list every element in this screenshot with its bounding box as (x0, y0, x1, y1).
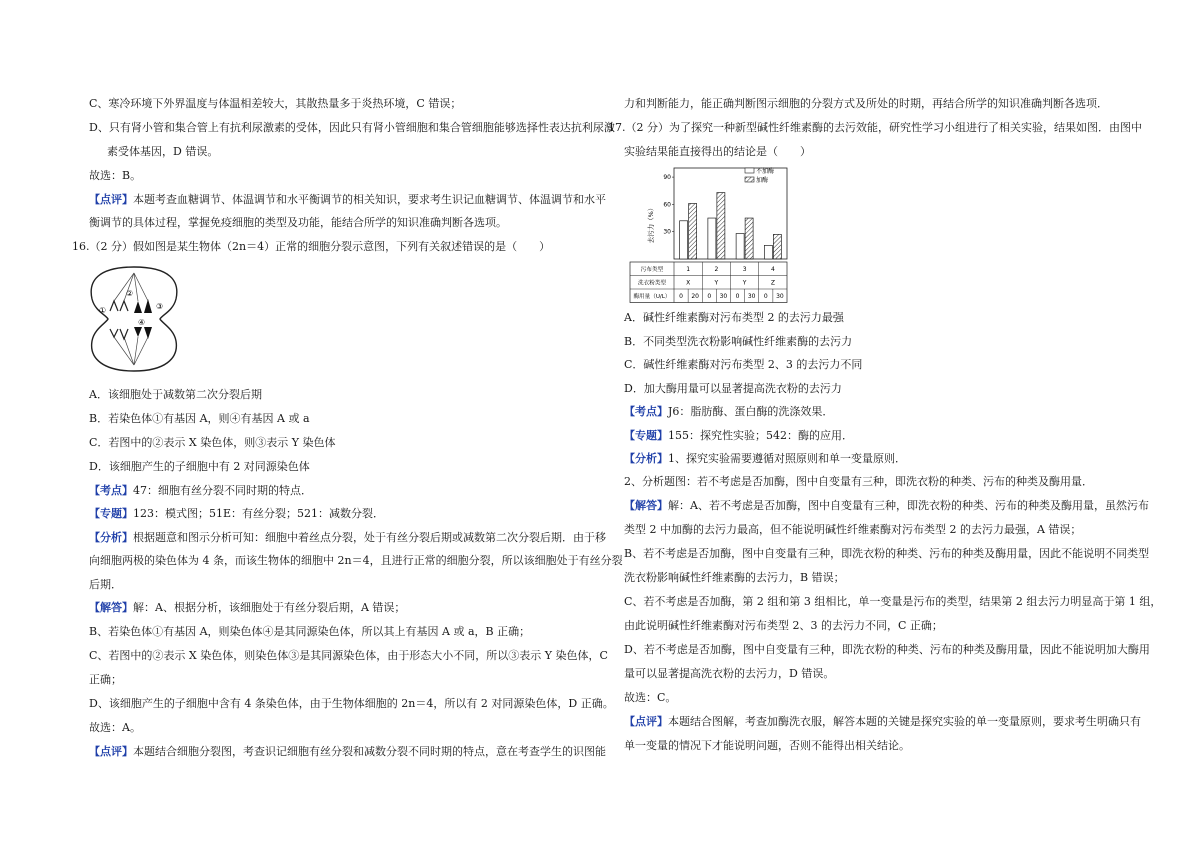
kaodian-text: J6：脂肪酶、蛋白酶的洗涤效果． (668, 405, 834, 418)
review-text: 本题结合图解，考查加酶洗衣服，解答本题的关键是探究实验的单一变量原则，要求考生明确只有 (668, 715, 1141, 728)
q16-option-a: A．该细胞处于减数第二次分裂后期 (89, 388, 262, 401)
table-cell-2-0: 0 (679, 292, 683, 300)
q17-stem-line2: 实验结果能直接得出的结论是（ ） (624, 145, 811, 158)
q17-zhuanti (624, 429, 853, 443)
kaodian-tag: 【考点】 (624, 405, 668, 418)
q17-review-line2: 单一变量的情况下才能说明问题，否则不能得出相关结论。 (624, 739, 910, 752)
q16-stem: 16.（2 分）假如图是某生物体（2n＝4）正常的细胞分裂示意图，下列有关叙述错误的是（ ） (72, 240, 551, 253)
figure-label-1: ① (99, 306, 107, 315)
q17-option-b: B．不同类型洗衣粉影响碱性纤维素酶的去污力 (624, 335, 853, 348)
table-cell-2-3: 30 (719, 292, 728, 300)
y-tick-label-30: 30 (663, 228, 671, 236)
zhuanti-text: 123：模式图；51E：有丝分裂；521：减数分裂． (133, 507, 385, 520)
table-cell-1-0: X (686, 279, 691, 287)
zhuanti-text: 155：探究性实验；542：酶的应用． (668, 429, 853, 442)
q16-jieda-a (89, 601, 405, 615)
chart-legend (745, 167, 774, 184)
figure-label-3: ③ (156, 302, 164, 311)
q16-answer: 故选：A。 (89, 721, 141, 734)
kaodian-text: 47：细胞有丝分裂不同时期的特点． (133, 484, 312, 497)
q17-stem-line1: 17.（2 分）为了探究一种新型碱性纤维素酶的去污效能，研究性学习小组进行了相关实验，结果如图．由图中 (608, 121, 1142, 134)
y-axis-label: 去污力（%） (647, 204, 655, 244)
table-cell-2-7: 30 (776, 292, 784, 300)
q16-fenxi-line3: 后期． (89, 578, 122, 591)
bar-group1-enzyme (689, 203, 697, 259)
fenxi-tag: 【分析】 (624, 452, 668, 465)
q16-fenxi-line2: 向细胞两极的染色体为 4 条，而该生物体的细胞中 2n＝4，且进行正常的细胞分裂，所以该细胞处于有丝分裂 (89, 554, 623, 567)
figure-label-4: ④ (138, 318, 146, 327)
q17-option-d: D．加大酶用量可以显著提高洗衣粉的去污力 (624, 382, 842, 395)
jieda-tag: 【解答】 (89, 601, 133, 614)
q17-kaodian (624, 405, 833, 419)
table-cell-0-2: 3 (742, 265, 747, 273)
bar-group2-no-enzyme (708, 218, 716, 259)
figure-label-2: ② (126, 289, 134, 298)
q16-fenxi-line1 (89, 531, 606, 545)
table-cell-2-2: 0 (707, 292, 712, 300)
table-cell-1-3: Z (770, 279, 775, 287)
fenxi-tag: 【分析】 (89, 531, 133, 544)
q17-jieda-d2: 量可以显著提高洗衣粉的去污力，D 错误。 (624, 667, 835, 680)
q17-jieda-a1 (624, 499, 1149, 513)
y-tick-label-60: 60 (663, 201, 671, 209)
table-row-header-0: 污布类型 (640, 266, 664, 273)
legend-label-0: 不加酶 (756, 168, 775, 175)
legend-swatch-0 (745, 168, 754, 173)
q16-zhuanti (89, 507, 384, 521)
q17-jieda-d1: D、若不考虑是否加酶，图中自变量有三种，即洗衣粉的种类、污布的种类及酶用量，因此不能说明加大酶用 (624, 643, 1150, 656)
jieda-text: 解：A、若不考虑是否加酶，图中自变量有三种，即洗衣粉的种类、污布的种类及酶用量，虽然污布 (668, 499, 1149, 512)
bar-group3-no-enzyme (736, 234, 744, 259)
q16-jieda-b: B、若染色体①有基因 A，则染色体④是其同源染色体，所以其上有基因 A 或 a，B 正确； (89, 625, 531, 638)
q17-answer: 故选：C。 (624, 691, 677, 704)
q16-option-c: C．若图中的②表示 X 染色体，则③表示 Y 染色体 (89, 436, 336, 449)
q17-jieda-b2: 洗衣粉影响碱性纤维素酶的去污力，B 错误； (624, 571, 845, 584)
zhuanti-tag: 【专题】 (624, 429, 668, 442)
legend-swatch-1 (745, 177, 754, 182)
q15-review-line1 (89, 193, 606, 207)
q17-jieda-c1: C、若不考虑是否加酶，第 2 组和第 3 组相比，单一变量是污布的类型，结果第 2 组去污力明显高于第 1 组， (624, 595, 1162, 608)
q17-jieda-b1: B、若不考虑是否加酶，图中自变量有三种，即洗衣粉的种类、污布的种类及酶用量，因此不能说明不同类型 (624, 547, 1150, 560)
table-cell-1-2: Y (742, 279, 747, 287)
table-cell-2-1: 20 (691, 292, 700, 300)
table-row-header-2: 酶用量（U/L） (633, 293, 671, 300)
review-text: 本题考查血糖调节、体温调节和水平衡调节的相关知识，要求考生识记血糖调节、体温调节和水平 (133, 193, 606, 206)
fenxi-text: 1、探究实验需要遵循对照原则和单一变量原则． (668, 452, 906, 465)
table-cell-0-0: 1 (686, 265, 691, 273)
bar-group4-enzyme (773, 234, 781, 259)
q16-option-d: D．该细胞产生的子细胞中有 2 对同源染色体 (89, 460, 310, 473)
chart-bars (680, 193, 782, 259)
cell-division-figure (86, 263, 182, 375)
q15-option-d-line2: 素受体基因，D 错误。 (107, 145, 219, 158)
q17-fenxi-line2: 2、分析题图：若不考虑是否加酶，图中自变量有三种，即洗衣粉的种类、污布的种类及酶用量． (624, 475, 1093, 488)
table-cell-2-6: 0 (763, 292, 768, 300)
q17-option-a: A．碱性纤维素酶对污布类型 2 的去污力最强 (624, 311, 844, 324)
table-row-header-1: 洗衣粉类型 (638, 280, 666, 287)
review-tag: 【点评】 (624, 715, 668, 728)
bar-group1-no-enzyme (680, 221, 688, 259)
table-cell-0-1: 2 (714, 265, 719, 273)
chart-data-table (630, 262, 787, 303)
detergent-bar-chart (624, 164, 794, 304)
q16-review-line1 (89, 745, 606, 759)
q17-option-c: C．碱性纤维素酶对污布类型 2、3 的去污力不同 (624, 358, 863, 371)
jieda-text: 解：A、根据分析，该细胞处于有丝分裂后期，A 错误； (133, 601, 406, 614)
q16-jieda-d: D、该细胞产生的子细胞中含有 4 条染色体，由于生物体细胞的 2n＝4，所以有 2 对同源染色体，D 正确。 (89, 697, 614, 710)
q15-answer: 故选：B。 (89, 169, 142, 182)
q16-review-line2: 力和判断能力，能正确判断图示细胞的分裂方式及所处的时期，再结合所学的知识准确判断各选项． (624, 97, 1108, 110)
q16-option-b: B．若染色体①有基因 A，则④有基因 A 或 a (89, 412, 310, 425)
table-cell-2-4: 0 (735, 292, 740, 300)
bar-group2-enzyme (717, 193, 725, 259)
q15-option-c: C、寒冷环境下外界温度与体温相差较大，其散热量多于炎热环境，C 错误； (89, 97, 462, 110)
table-cell-1-1: Y (714, 279, 719, 287)
review-text: 本题结合细胞分裂图，考查识记细胞有丝分裂和减数分裂不同时期的特点，意在考查学生的识图能 (133, 745, 606, 758)
fenxi-text: 根据题意和图示分析可知：细胞中着丝点分裂，处于有丝分裂后期或减数第二次分裂后期．由于移 (133, 531, 606, 544)
bar-group3-enzyme (745, 218, 753, 259)
review-tag: 【点评】 (89, 193, 133, 206)
kaodian-tag: 【考点】 (89, 484, 133, 497)
review-tag: 【点评】 (89, 745, 133, 758)
q17-jieda-a2: 类型 2 中加酶的去污力最高，但不能说明碱性纤维素酶对污布类型 2 的去污力最强，A 错误； (624, 523, 1082, 536)
jieda-tag: 【解答】 (624, 499, 668, 512)
legend-label-1: 加酶 (756, 177, 769, 184)
q16-jieda-c1: C、若图中的②表示 X 染色体，则染色体③是其同源染色体，由于形态大小不同，所以③表示 Y 染色体，C (89, 649, 608, 662)
q16-jieda-c2: 正确； (89, 673, 122, 686)
q17-jieda-c2: 由此说明碱性纤维素酶对污布类型 2、3 的去污力不同，C 正确； (624, 619, 943, 632)
q15-review-line2: 衡调节的具体过程，掌握免疫细胞的类型及功能，能结合所学的知识准确判断各选项。 (89, 216, 507, 229)
q17-fenxi-line1 (624, 452, 906, 466)
q15-option-d-line1: D、只有肾小管和集合管上有抗利尿激素的受体，因此只有肾小管细胞和集合管细胞能够选择性表达抗利尿激 (89, 121, 615, 134)
bar-group4-no-enzyme (764, 245, 772, 259)
table-cell-0-3: 4 (770, 265, 775, 273)
q16-kaodian (89, 484, 312, 498)
q17-review-line1 (624, 715, 1141, 729)
y-tick-label-90: 90 (663, 174, 671, 182)
zhuanti-tag: 【专题】 (89, 507, 133, 520)
table-cell-2-5: 30 (747, 292, 756, 300)
